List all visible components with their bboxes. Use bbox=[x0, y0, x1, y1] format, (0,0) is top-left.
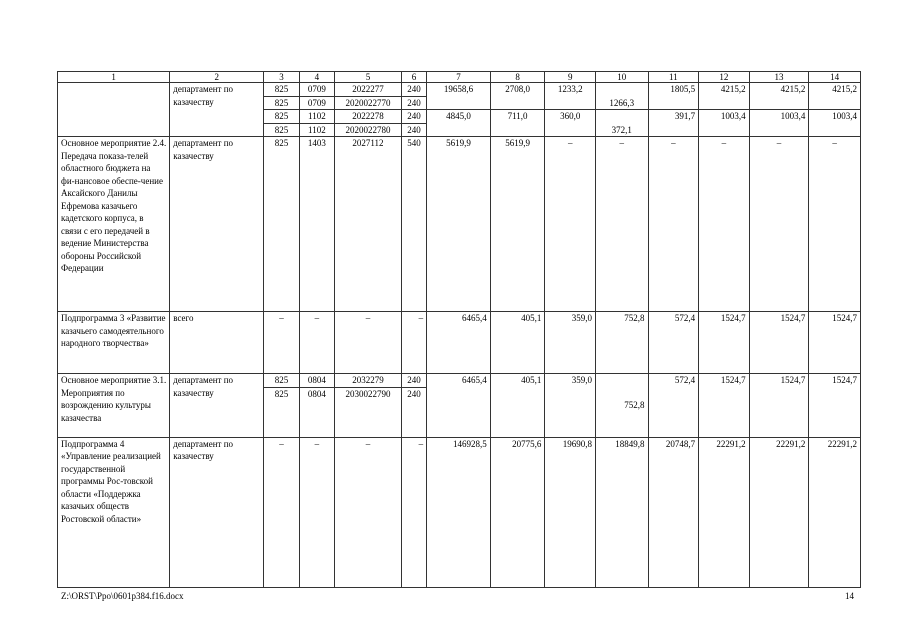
value-cell: 1233,2 bbox=[545, 83, 596, 110]
code-cell: – bbox=[335, 437, 402, 587]
value-cell: 2708,0 bbox=[490, 83, 545, 110]
col-header: 9 bbox=[545, 72, 596, 83]
value-cell: 1003,4 bbox=[809, 110, 861, 137]
code-cell: – bbox=[299, 312, 334, 374]
code-cell: – bbox=[299, 437, 334, 587]
value-cell: 19690,8 bbox=[545, 437, 596, 587]
table-row bbox=[58, 437, 861, 587]
col-header: 1 bbox=[58, 72, 170, 83]
code-cell: 240 bbox=[401, 123, 426, 137]
value-cell: 1524,7 bbox=[809, 312, 861, 374]
code-cell: 0709 bbox=[299, 96, 334, 110]
value-cell: 6465,4 bbox=[427, 312, 491, 374]
code-cell: 2020022770 bbox=[335, 96, 402, 110]
code-cell: 0709 bbox=[299, 83, 334, 97]
header-row bbox=[58, 72, 861, 83]
value-cell: 22291,2 bbox=[749, 437, 809, 587]
value-cell: – bbox=[809, 137, 861, 312]
value-cell: 1266,3 bbox=[595, 83, 648, 110]
value-cell: 6465,4 bbox=[427, 374, 491, 438]
value-cell: 5619,9 bbox=[427, 137, 491, 312]
code-cell: – bbox=[401, 437, 426, 587]
code-cell: 825 bbox=[264, 387, 299, 437]
value-cell: – bbox=[699, 137, 750, 312]
table-row bbox=[58, 312, 861, 374]
code-cell: 825 bbox=[264, 110, 299, 124]
executor-cell: департамент по казачеству bbox=[170, 83, 264, 137]
col-header: 4 bbox=[299, 72, 334, 83]
code-cell: 1403 bbox=[299, 137, 334, 312]
code-cell: 2022277 bbox=[335, 83, 402, 97]
document-path: Z:\ORST\Ppo\0601p384.f16.docx bbox=[61, 591, 184, 601]
code-cell: – bbox=[335, 312, 402, 374]
value-cell: 711,0 bbox=[490, 110, 545, 137]
value-cell: 146928,5 bbox=[427, 437, 491, 587]
value-cell: 1524,7 bbox=[699, 312, 750, 374]
value-cell: 752,8 bbox=[595, 312, 648, 374]
value-cell: 20775,6 bbox=[490, 437, 545, 587]
value-cell: 359,0 bbox=[545, 312, 596, 374]
measure-name-cell: Основное мероприятие 2.4. Передача показа-телей областного бюджета на фи-нансовое обеспе-чение Аксайского Данилы Ефремова казачьего кадетского корпуса, в связи с его передачей в ведение Министерства обороны Российской Федерации bbox=[58, 137, 170, 312]
col-header: 13 bbox=[749, 72, 809, 83]
code-cell: 825 bbox=[264, 123, 299, 137]
budget-table bbox=[57, 71, 861, 588]
code-cell: 1102 bbox=[299, 123, 334, 137]
value-cell: 572,4 bbox=[648, 374, 699, 438]
value-cell: 405,1 bbox=[490, 374, 545, 438]
code-cell: 1102 bbox=[299, 110, 334, 124]
col-header: 11 bbox=[648, 72, 699, 83]
value-cell: 1524,7 bbox=[749, 312, 809, 374]
value-cell: 405,1 bbox=[490, 312, 545, 374]
col-header: 7 bbox=[427, 72, 491, 83]
value-cell: 4215,2 bbox=[749, 83, 809, 110]
code-cell: – bbox=[264, 437, 299, 587]
value-cell: 4215,2 bbox=[699, 83, 750, 110]
code-cell: 2020022780 bbox=[335, 123, 402, 137]
col-header: 5 bbox=[335, 72, 402, 83]
col-header: 8 bbox=[490, 72, 545, 83]
value-cell: – bbox=[595, 137, 648, 312]
measure-name-cell: Подпрограмма 3 «Развитие казачьего самодеятельного народного творчества» bbox=[58, 312, 170, 374]
value-cell: 1524,7 bbox=[749, 374, 809, 438]
table-row bbox=[58, 137, 861, 312]
value-cell: 4215,2 bbox=[809, 83, 861, 110]
executor-cell: департамент по казачеству bbox=[170, 374, 264, 438]
value-cell: 372,1 bbox=[595, 110, 648, 137]
value-cell: 1003,4 bbox=[699, 110, 750, 137]
value-cell: 359,0 bbox=[545, 374, 596, 438]
code-cell: 0804 bbox=[299, 374, 334, 388]
value-cell: 22291,2 bbox=[699, 437, 750, 587]
value-cell: 1003,4 bbox=[749, 110, 809, 137]
value-cell: – bbox=[648, 137, 699, 312]
code-cell: 240 bbox=[401, 110, 426, 124]
code-cell: 240 bbox=[401, 83, 426, 97]
value-cell: 20748,7 bbox=[648, 437, 699, 587]
executor-cell: департамент по казачеству bbox=[170, 137, 264, 312]
code-cell: 825 bbox=[264, 374, 299, 388]
value-cell: – bbox=[545, 137, 596, 312]
col-header: 12 bbox=[699, 72, 750, 83]
col-header: 2 bbox=[170, 72, 264, 83]
code-cell: 825 bbox=[264, 83, 299, 97]
code-cell: 0804 bbox=[299, 387, 334, 437]
col-header: 3 bbox=[264, 72, 299, 83]
value-cell: 1524,7 bbox=[809, 374, 861, 438]
table-row bbox=[58, 374, 861, 388]
value-cell: 360,0 bbox=[545, 110, 596, 137]
code-cell: 2022278 bbox=[335, 110, 402, 124]
col-header: 10 bbox=[595, 72, 648, 83]
col-header: 14 bbox=[809, 72, 861, 83]
code-cell: 2027112 bbox=[335, 137, 402, 312]
value-cell: 1524,7 bbox=[699, 374, 750, 438]
code-cell: 2032279 bbox=[335, 374, 402, 388]
code-cell: – bbox=[264, 312, 299, 374]
code-cell: 240 bbox=[401, 387, 426, 437]
value-cell: 752,8 bbox=[595, 374, 648, 438]
value-cell: 22291,2 bbox=[809, 437, 861, 587]
executor-cell: департамент по казачеству bbox=[170, 437, 264, 587]
code-cell: 240 bbox=[401, 374, 426, 388]
executor-cell: всего bbox=[170, 312, 264, 374]
code-cell: – bbox=[401, 312, 426, 374]
measure-name-cell bbox=[58, 83, 170, 137]
code-cell: 2030022790 bbox=[335, 387, 402, 437]
code-cell: 825 bbox=[264, 137, 299, 312]
value-cell: 4845,0 bbox=[427, 110, 491, 137]
measure-name-cell: Подпрограмма 4 «Управление реализацией государственной программы Рос-товской области «Поддержка казачьих обществ Ростовской области» bbox=[58, 437, 170, 587]
value-cell: 18849,8 bbox=[595, 437, 648, 587]
measure-name-cell: Основное мероприятие 3.1. Мероприятия по возрождению культуры казачества bbox=[58, 374, 170, 438]
value-cell: – bbox=[749, 137, 809, 312]
value-cell: 1805,5 bbox=[648, 83, 699, 110]
code-cell: 540 bbox=[401, 137, 426, 312]
col-header: 6 bbox=[401, 72, 426, 83]
table-row bbox=[58, 83, 861, 97]
value-cell: 572,4 bbox=[648, 312, 699, 374]
value-cell: 5619,9 bbox=[490, 137, 545, 312]
page-number: 14 bbox=[845, 591, 854, 601]
code-cell: 240 bbox=[401, 96, 426, 110]
value-cell: 391,7 bbox=[648, 110, 699, 137]
value-cell: 19658,6 bbox=[427, 83, 491, 110]
code-cell: 825 bbox=[264, 96, 299, 110]
